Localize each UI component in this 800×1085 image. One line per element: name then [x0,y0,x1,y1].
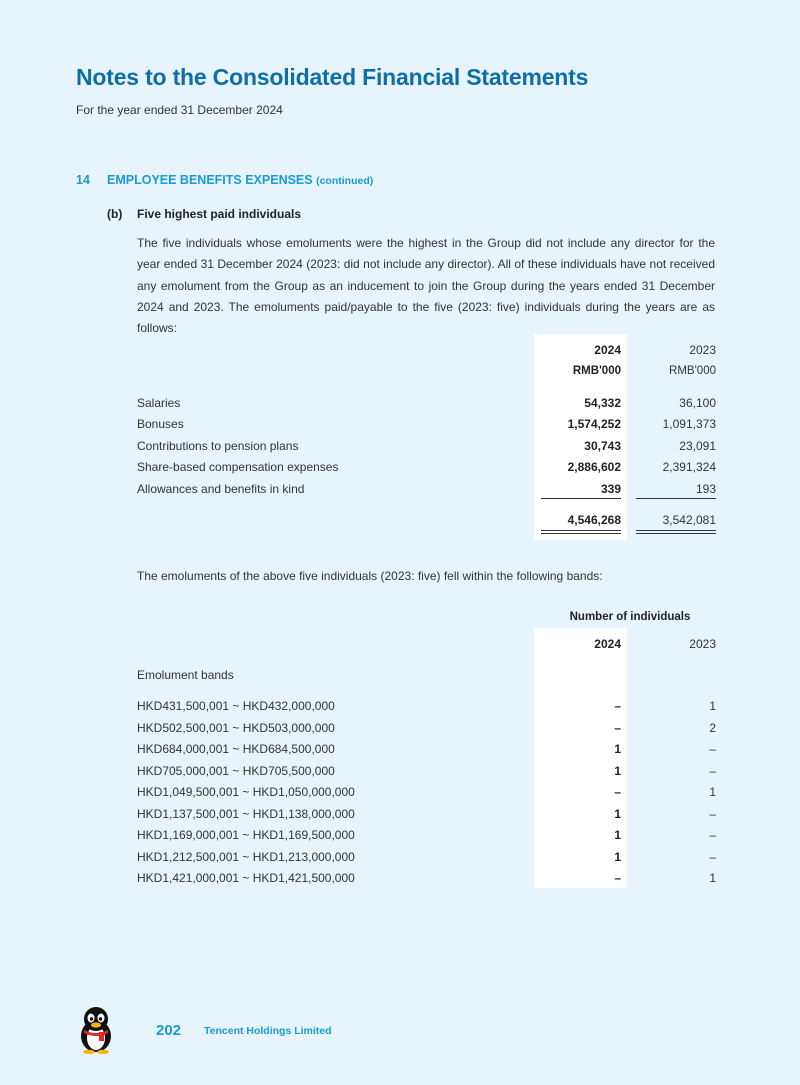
section-title [107,173,373,187]
table1-row-label: Share-based compensation expenses [137,460,339,474]
band-count-2023: – [709,828,716,842]
band-count-2023: – [709,807,716,821]
table1-total-2023: 3,542,081 [662,513,716,527]
band-count-2023: 1 [709,699,716,713]
band-count-2024: 1 [614,850,621,864]
band-count-2023: – [709,742,716,756]
table1-row-value-2024: 339 [600,482,621,496]
table2-year-2024: 2024 [594,637,621,651]
band-count-2024: – [614,871,621,885]
table1-row-value-2024: 2,886,602 [567,460,621,474]
table1-row-value-2023: 193 [695,482,716,496]
subsection-label: (b) [107,207,123,221]
band-label: HKD1,049,500,001 ~ HKD1,050,000,000 [137,785,355,799]
band-label: HKD1,137,500,001 ~ HKD1,138,000,000 [137,807,355,821]
total-double-rule-2023-b [636,533,716,534]
page-title: Notes to the Consolidated Financial Statements [76,64,589,90]
table2-row-header: Emolument bands [137,668,234,682]
band-label: HKD1,169,000,001 ~ HKD1,169,500,000 [137,828,355,842]
section-continued: (continued) [316,175,374,187]
band-count-2023: 1 [709,785,716,799]
table1-year-2024: 2024 [594,343,621,357]
total-double-rule-2024-a [541,530,621,531]
page-number: 202 [156,1022,182,1039]
total-double-rule-2023-a [636,530,716,531]
band-label: HKD1,212,500,001 ~ HKD1,213,000,000 [137,850,355,864]
page-subtitle: For the year ended 31 December 2024 [76,103,283,117]
subsection-title: Five highest paid individuals [137,207,302,221]
table1-unit-2024: RMB'000 [572,365,621,377]
band-label: HKD1,421,000,001 ~ HKD1,421,500,000 [137,871,355,885]
band-count-2024: – [614,721,621,735]
band-count-2024: – [614,699,621,713]
table2-header: Number of individuals [569,611,691,623]
subsection-paragraph: The five individuals whose emoluments were the highest in the Group did not include any director for the year ended 31 December 2024 (2023: did not include any director). All of these individuals have not received any emolument from the Group as an inducement to join the Group during the years ended 31 December 2024 and 2023. The emoluments paid/payable to the five (2023: five) individuals during the years are as follows: [137,236,715,336]
table1-row-label: Salaries [137,396,181,410]
band-label: HKD705,000,001 ~ HKD705,500,000 [137,764,335,778]
band-count-2024: 1 [614,807,621,821]
table2-year-2023: 2023 [689,637,716,651]
band-count-2023: – [709,764,716,778]
table1-row-label: Contributions to pension plans [137,439,299,453]
penguin-mascot-icon [76,1006,116,1054]
subtotal-rule-2023 [636,498,716,499]
band-label: HKD684,000,001 ~ HKD684,500,000 [137,742,335,756]
band-count-2024: – [614,785,621,799]
band-count-2023: 1 [709,871,716,885]
subtotal-rule-2024 [541,498,621,499]
bands-intro: The emoluments of the above five individuals (2023: five) fell within the following bands: [137,569,603,583]
table1-row-value-2023: 2,391,324 [662,460,716,474]
band-count-2024: 1 [614,742,621,756]
table1-row-value-2024: 1,574,252 [567,417,621,431]
band-label: HKD502,500,001 ~ HKD503,000,000 [137,721,335,735]
table1-total-2024: 4,546,268 [567,513,621,527]
table1-row-value-2023: 36,100 [679,396,716,410]
table1-row-value-2023: 1,091,373 [662,417,716,431]
total-double-rule-2024-b [541,533,621,534]
table1-row-value-2024: 54,332 [584,396,621,410]
table1-unit-2023: RMB'000 [669,365,716,377]
band-count-2024: 1 [614,828,621,842]
table2-2024-column-shade [534,628,627,888]
table1-row-label: Allowances and benefits in kind [137,482,305,496]
section-number: 14 [76,173,90,187]
band-label: HKD431,500,001 ~ HKD432,000,000 [137,699,335,713]
section-title-text: EMPLOYEE BENEFITS EXPENSES [107,173,313,187]
table1-year-2023: 2023 [689,343,716,357]
band-count-2024: 1 [614,764,621,778]
band-count-2023: 2 [709,721,716,735]
table1-row-label: Bonuses [137,417,184,431]
table1-row-value-2024: 30,743 [584,439,621,453]
band-count-2023: – [709,850,716,864]
table1-row-value-2023: 23,091 [679,439,716,453]
company-name: Tencent Holdings Limited [204,1025,332,1037]
